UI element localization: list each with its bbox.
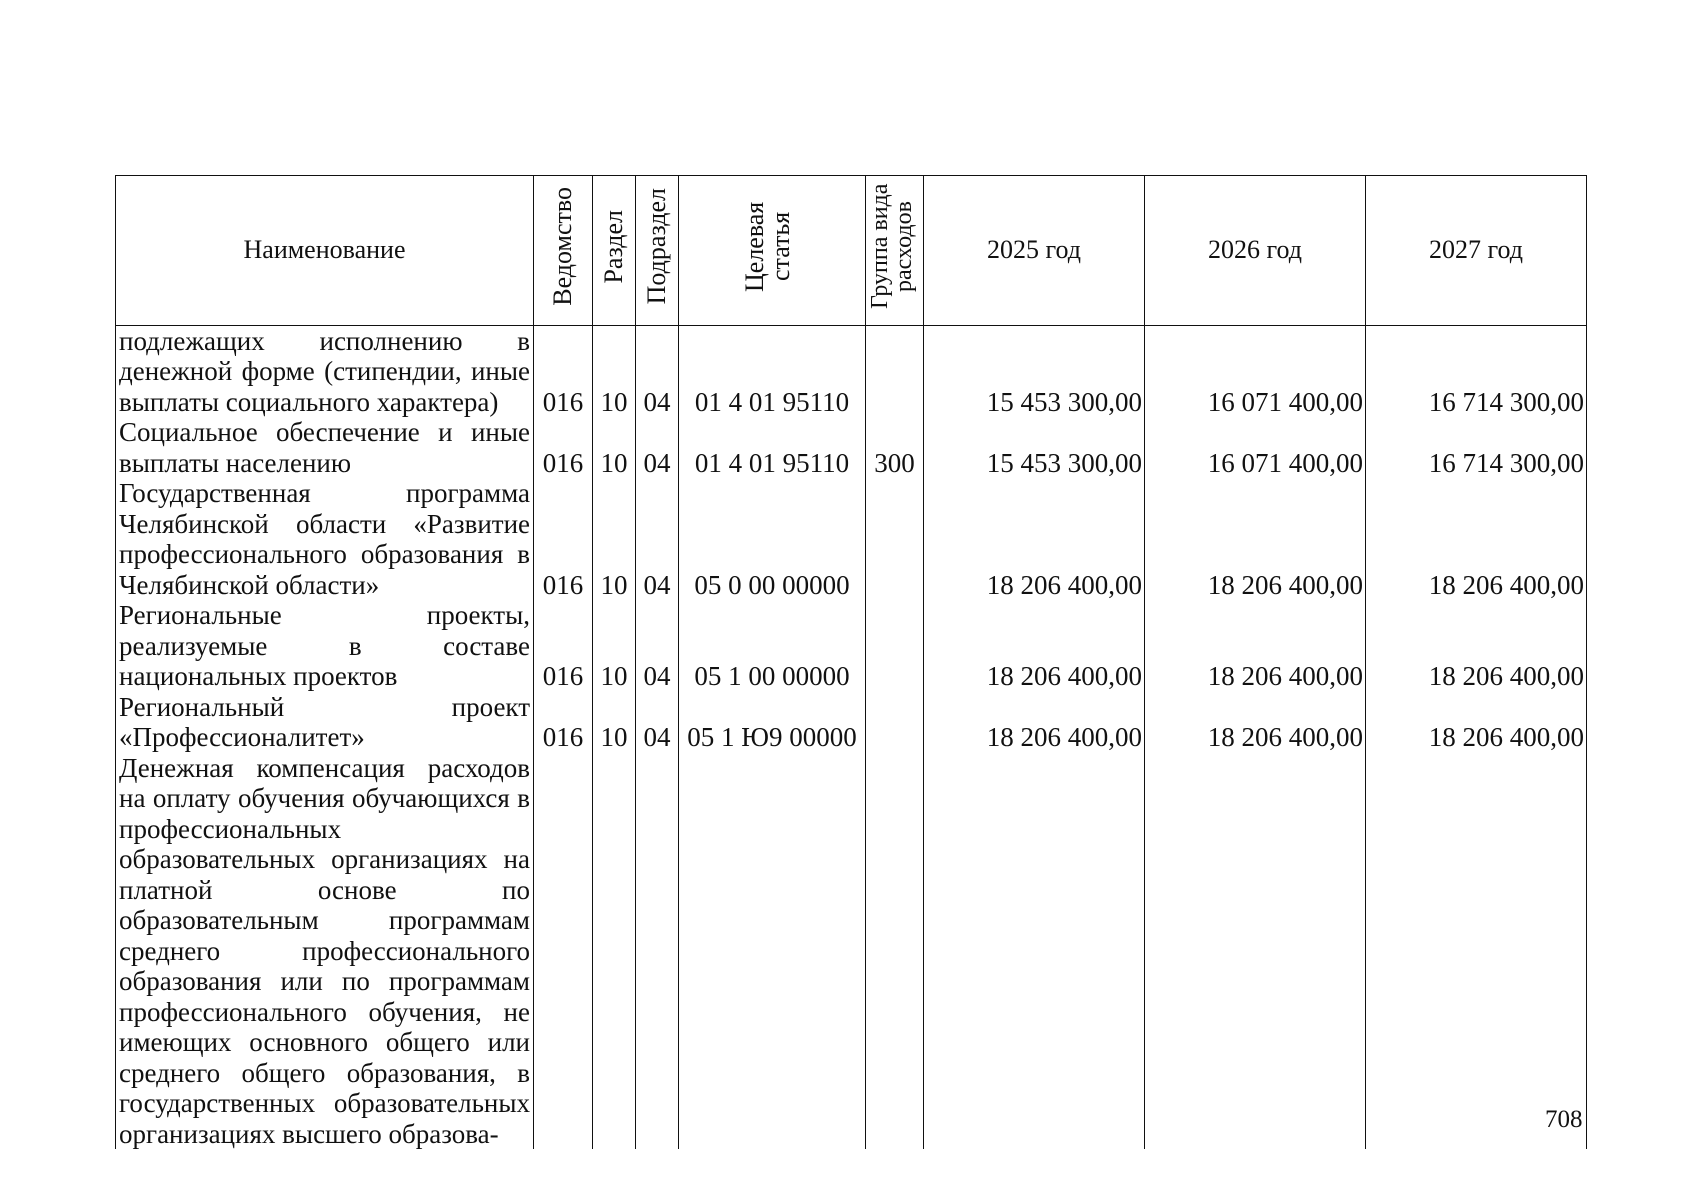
row-vedomstvo-cell: 016 — [534, 478, 593, 600]
row-vedomstvo-cell: 016 — [534, 417, 593, 478]
table-row — [116, 600, 1587, 692]
header-podrazdel: Подраздел — [636, 176, 679, 326]
row-2025-cell — [924, 753, 1145, 1150]
row-celevaya-cell: 05 1 00 00000 — [679, 600, 866, 692]
table-row — [116, 753, 1587, 1150]
row-2026-cell: 18 206 400,00 — [1145, 478, 1366, 600]
row-gruppa-cell — [866, 325, 924, 417]
row-podrazdel-cell — [636, 753, 679, 1150]
row-vedomstvo-cell: 016 — [534, 600, 593, 692]
header-gruppa-vida-rashodov: Группа вида расходов — [866, 176, 924, 326]
row-vedomstvo-cell: 016 — [534, 692, 593, 753]
table-body — [116, 325, 1587, 1149]
row-name-cell: Денежная компенсация расходов на оплату обучения обучающихся в профессиональных образовательных организациях на платной основе по образовательным программам среднего профессионального образования или по программам профессионального обучения, не имеющих основного общего или среднего общего образования, в государственных образовательных организациях высшего образова- — [116, 753, 534, 1150]
row-2027-cell: 18 206 400,00 — [1366, 600, 1587, 692]
row-2027-cell: 18 206 400,00 — [1366, 478, 1587, 600]
row-razdel-cell: 10 — [593, 600, 636, 692]
row-name-cell: Региональный проект «Профессионалитет» — [116, 692, 534, 753]
row-razdel-cell — [593, 753, 636, 1150]
row-celevaya-cell: 01 4 01 95110 — [679, 325, 866, 417]
row-2025-cell: 18 206 400,00 — [924, 692, 1145, 753]
row-gruppa-cell: 300 — [866, 417, 924, 478]
row-name-cell: Региональные проекты, реализуемые в составе национальных проектов — [116, 600, 534, 692]
row-2027-cell: 16 714 300,00 — [1366, 325, 1587, 417]
row-2026-cell — [1145, 753, 1366, 1150]
row-2026-cell: 18 206 400,00 — [1145, 692, 1366, 753]
row-celevaya-cell: 01 4 01 95110 — [679, 417, 866, 478]
row-celevaya-cell — [679, 753, 866, 1150]
row-2025-cell: 15 453 300,00 — [924, 417, 1145, 478]
row-gruppa-cell — [866, 753, 924, 1150]
row-vedomstvo-cell — [534, 753, 593, 1150]
header-razdel: Раздел — [593, 176, 636, 326]
header-2027: 2027 год — [1366, 176, 1587, 326]
row-2027-cell — [1366, 753, 1587, 1150]
row-2026-cell: 18 206 400,00 — [1145, 600, 1366, 692]
row-2026-cell: 16 071 400,00 — [1145, 417, 1366, 478]
page-number: 708 — [1545, 1106, 1583, 1133]
row-2027-cell: 18 206 400,00 — [1366, 692, 1587, 753]
row-2025-cell: 15 453 300,00 — [924, 325, 1145, 417]
header-2026: 2026 год — [1145, 176, 1366, 326]
row-celevaya-cell: 05 0 00 00000 — [679, 478, 866, 600]
row-vedomstvo-cell: 016 — [534, 325, 593, 417]
row-razdel-cell: 10 — [593, 417, 636, 478]
table-row — [116, 478, 1587, 600]
row-celevaya-cell: 05 1 Ю9 00000 — [679, 692, 866, 753]
row-gruppa-cell — [866, 600, 924, 692]
row-2027-cell: 16 714 300,00 — [1366, 417, 1587, 478]
table-row — [116, 692, 1587, 753]
row-name-cell: Социальное обеспечение и иные выплаты населению — [116, 417, 534, 478]
header-vedomstvo: Ведомство — [534, 176, 593, 326]
row-podrazdel-cell: 04 — [636, 692, 679, 753]
row-gruppa-cell — [866, 692, 924, 753]
row-podrazdel-cell: 04 — [636, 417, 679, 478]
row-2025-cell: 18 206 400,00 — [924, 478, 1145, 600]
table-header-row — [116, 176, 1587, 326]
row-podrazdel-cell: 04 — [636, 600, 679, 692]
row-2026-cell: 16 071 400,00 — [1145, 325, 1366, 417]
row-razdel-cell: 10 — [593, 478, 636, 600]
row-gruppa-cell — [866, 478, 924, 600]
header-name: Наименование — [116, 176, 534, 326]
row-podrazdel-cell: 04 — [636, 478, 679, 600]
table-row — [116, 417, 1587, 478]
row-name-cell: подлежащих исполнению в денежной форме (стипендии, иные выплаты социального характера) — [116, 325, 534, 417]
row-2025-cell: 18 206 400,00 — [924, 600, 1145, 692]
row-podrazdel-cell: 04 — [636, 325, 679, 417]
table-row — [116, 325, 1587, 417]
row-razdel-cell: 10 — [593, 325, 636, 417]
budget-table — [115, 175, 1587, 1149]
header-celevaya-statya: Целевая статья — [679, 176, 866, 326]
row-razdel-cell: 10 — [593, 692, 636, 753]
header-2025: 2025 год — [924, 176, 1145, 326]
row-name-cell: Государственная программа Челябинской области «Развитие профессионального образования в Челябинской области» — [116, 478, 534, 600]
